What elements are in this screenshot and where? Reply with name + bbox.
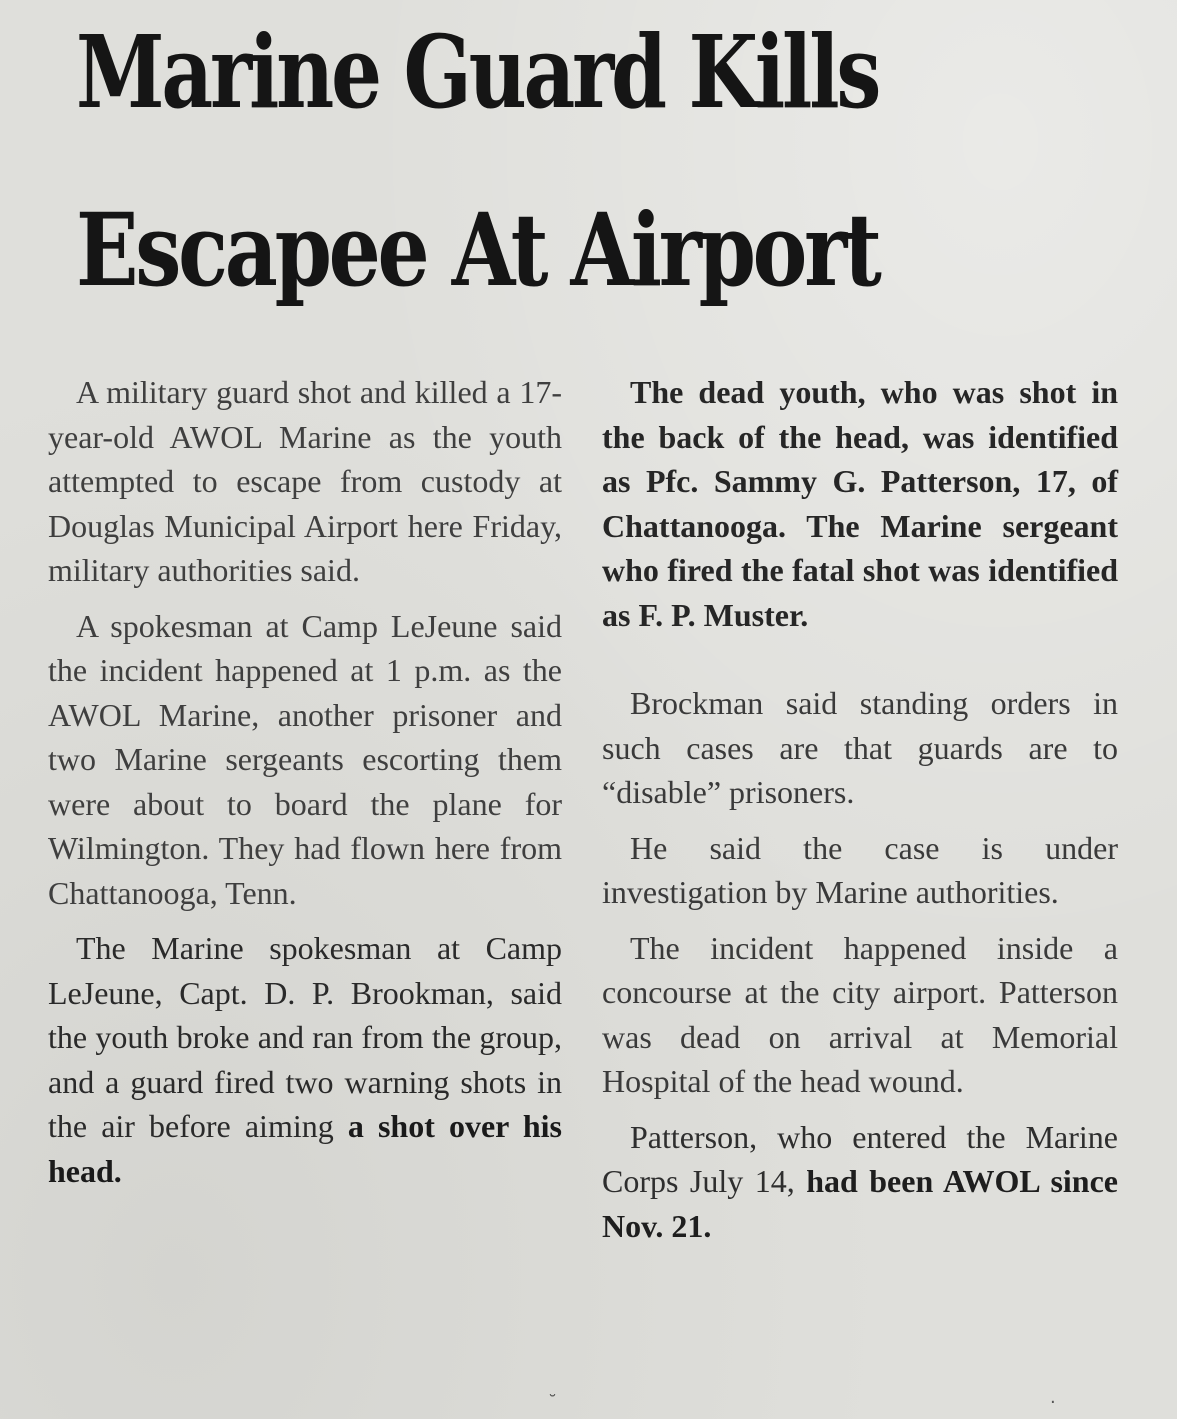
article-column-left [48, 370, 562, 1204]
paragraph-lede: A military guard shot and killed a 17-year-old AWOL Marine as the youth attempted to escape from custody at Douglas Municipal Airport here Friday, military authorities said. [48, 374, 562, 588]
paragraph-standing-orders: Brockman said standing orders in such cases are that guards are to “disable” prisoners. [602, 685, 1118, 810]
paragraph-spokesman: A spokesman at Camp LeJeune said the incident happened at 1 p.m. as the AWOL Marine, another prisoner and two Marine sergeants escorting them were about to board the plane for Wilmington. They had flown here from Chattanooga, Tenn. [48, 607, 562, 911]
paragraph-brookman-tail: a shot over his head. [48, 1108, 563, 1189]
paragraph-awol-since [602, 1115, 1118, 1249]
headline-line-2: Escapee At Airport [76, 191, 879, 309]
print-speck: · [1050, 1392, 1056, 1413]
headline-line-1: Marine Guard Kills [76, 13, 879, 131]
paragraph-identified: The dead youth, who was shot in the back of the head, was identified as Pfc. Sammy G. Patterson, 17, of Chattanooga. The Marine sergeant who fired the fatal shot was identified as F. P. Muster. [602, 374, 1118, 633]
paragraph-awol-since-tail: had been AWOL since Nov. 21. [602, 1163, 1119, 1244]
paragraph-brookman [48, 926, 562, 1193]
paragraph-investigation: He said the case is under investigation by Marine authorities. [602, 829, 1118, 910]
article-column-right [602, 370, 1118, 1259]
paragraph-awol-since-text: Patterson, who entered the Marine Corps July 14, [602, 1118, 1118, 1199]
paragraph-brookman-text: The Marine spokesman at Camp LeJeune, Capt. D. P. Brookman, said the youth broke and ran from the group, and a guard fired two warning shots in the air before aiming [48, 930, 562, 1144]
paragraph-concourse: The incident happened inside a concourse at the city airport. Patterson was dead on arrival at Memorial Hospital of the head wound. [602, 929, 1118, 1099]
print-speck: ˘ [548, 1392, 557, 1413]
